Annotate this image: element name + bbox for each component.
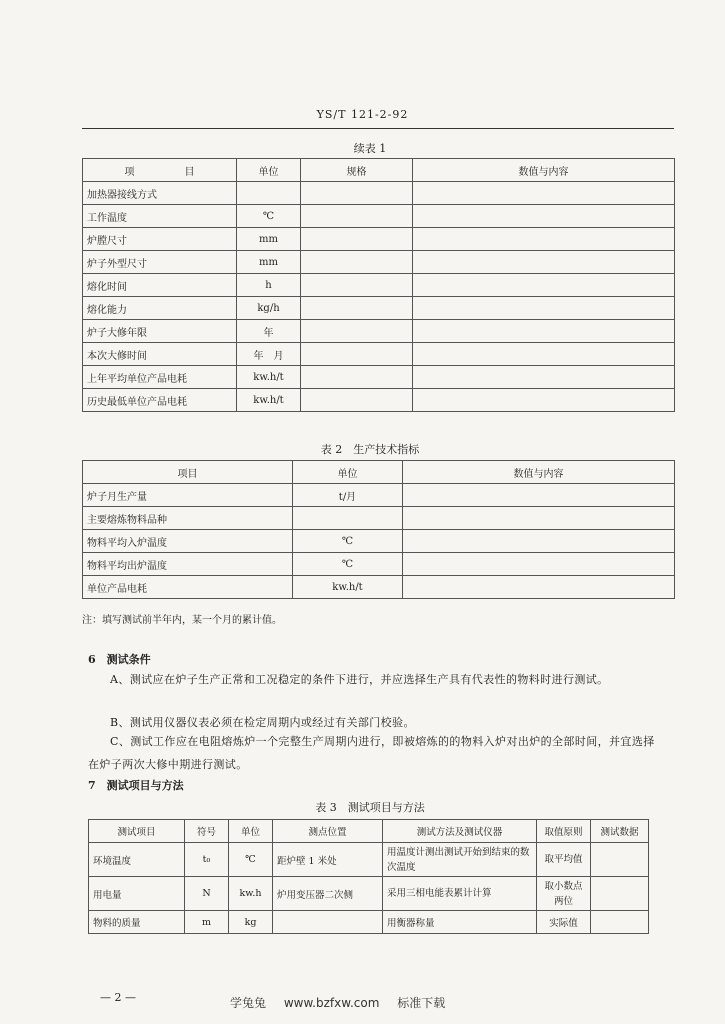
table1-item: 历史最低单位产品电耗	[83, 389, 237, 412]
watermark-site-slogan: 标准下载	[397, 996, 446, 1010]
table1	[82, 158, 675, 412]
section6-paragraph-c: C、测试工作应在电阻熔炼炉一个完整生产周期内进行，即被熔炼的的物料入炉对出炉的全部时间，并宜选择在炉子两次大修中期进行测试。	[88, 735, 655, 771]
table1-unit: kw.h/t	[237, 366, 301, 389]
table3-header-unit: 单位	[229, 820, 273, 843]
table-row	[83, 576, 675, 599]
table-row	[89, 843, 649, 877]
table2-header-unit: 单位	[293, 461, 403, 484]
table1-spec	[301, 389, 413, 412]
table1-unit: kg/h	[237, 297, 301, 320]
table2-unit: t/月	[293, 484, 403, 507]
table-row	[83, 320, 675, 343]
table1-value	[413, 366, 675, 389]
table-row	[83, 182, 675, 205]
table1-item: 熔化能力	[83, 297, 237, 320]
table3-header-item: 测试项目	[89, 820, 185, 843]
table3-header-row	[89, 820, 649, 843]
table1-value	[413, 182, 675, 205]
table3-principle: 取小数点两位	[537, 877, 591, 911]
table2-unit: ℃	[293, 530, 403, 553]
page-number: — 2 —	[100, 991, 136, 1004]
table1-value	[413, 205, 675, 228]
table-row	[83, 507, 675, 530]
table1-value	[413, 320, 675, 343]
table-row	[89, 911, 649, 934]
table3-item: 环境温度	[89, 843, 185, 877]
table1-spec	[301, 274, 413, 297]
table1-spec	[301, 251, 413, 274]
table-row	[83, 553, 675, 576]
table1-value	[413, 297, 675, 320]
table1-header-row	[83, 159, 675, 182]
table2-value	[403, 576, 675, 599]
table-row	[83, 530, 675, 553]
table3-location	[273, 911, 383, 934]
table3-caption: 表 3 测试项目与方法	[315, 801, 425, 814]
table2-header-row	[83, 461, 675, 484]
table3-unit: ℃	[229, 843, 273, 877]
table3-location: 炉用变压器二次侧	[273, 877, 383, 911]
table1-unit: kw.h/t	[237, 389, 301, 412]
table1-unit: ℃	[237, 205, 301, 228]
table1-unit: h	[237, 274, 301, 297]
table3-method: 采用三相电能表累计计算	[383, 877, 537, 911]
table1-spec	[301, 320, 413, 343]
table2-value	[403, 484, 675, 507]
table2	[82, 460, 675, 599]
table1-item: 加热器接线方式	[83, 182, 237, 205]
table3-header-location: 测点位置	[273, 820, 383, 843]
table2-header-value: 数值与内容	[403, 461, 675, 484]
table3-principle: 实际值	[537, 911, 591, 934]
table1-unit: 年	[237, 320, 301, 343]
table-row	[83, 389, 675, 412]
table3-location: 距炉壁 1 米处	[273, 843, 383, 877]
table2-item: 单位产品电耗	[83, 576, 293, 599]
table1-header-spec: 规格	[301, 159, 413, 182]
table1-item: 本次大修时间	[83, 343, 237, 366]
table3-unit: kw.h	[229, 877, 273, 911]
table-row	[83, 228, 675, 251]
table3-data	[591, 877, 649, 911]
table1-item: 炉子大修年限	[83, 320, 237, 343]
table1-value	[413, 228, 675, 251]
table1-header-item: 项 目	[83, 159, 237, 182]
table-row	[83, 297, 675, 320]
footer-watermark	[230, 994, 445, 1011]
watermark-site-name: 学兔兔	[230, 996, 267, 1010]
table3-unit: kg	[229, 911, 273, 934]
table1-item: 炉子外型尺寸	[83, 251, 237, 274]
table1-spec	[301, 205, 413, 228]
table3-header-data: 测试数据	[591, 820, 649, 843]
table2-note: 注：填写测试前半年内，某一个月的累计值。	[82, 615, 282, 626]
table3-header-principle: 取值原则	[537, 820, 591, 843]
table3-method: 用温度计测出测试开始到结束的数次温度	[383, 843, 537, 877]
table1-unit: 年 月	[237, 343, 301, 366]
section7-heading: 7 测试项目与方法	[88, 779, 184, 792]
table1-value	[413, 389, 675, 412]
table1-caption: 续表 1	[353, 142, 387, 155]
table2-value	[403, 530, 675, 553]
table2-item: 物料平均入炉温度	[83, 530, 293, 553]
table3	[88, 819, 649, 934]
document-header: YS/T 121-2-92	[316, 108, 409, 121]
section6-paragraph-a: A、测试应在炉子生产正常和工况稳定的条件下进行，并应选择生产具有代表性的物料时进行测试。	[110, 673, 609, 686]
table3-header-method: 测试方法及测试仪器	[383, 820, 537, 843]
table2-value	[403, 553, 675, 576]
section6-paragraph-b: B、测试用仪器仪表必须在检定周期内或经过有关部门校验。	[110, 716, 415, 729]
table2-unit	[293, 507, 403, 530]
table2-item: 主要熔炼物料品种	[83, 507, 293, 530]
table1-unit: mm	[237, 251, 301, 274]
table1-unit: mm	[237, 228, 301, 251]
table2-header-item: 项目	[83, 461, 293, 484]
table-row	[83, 205, 675, 228]
table1-spec	[301, 343, 413, 366]
header-rule	[82, 128, 674, 129]
table3-data	[591, 911, 649, 934]
table2-unit: ℃	[293, 553, 403, 576]
table-row	[83, 251, 675, 274]
table3-method: 用衡器称量	[383, 911, 537, 934]
table1-spec	[301, 366, 413, 389]
section6-heading: 6 测试条件	[88, 653, 151, 666]
table-row	[83, 366, 675, 389]
table3-item: 物料的质量	[89, 911, 185, 934]
table1-item: 上年平均单位产品电耗	[83, 366, 237, 389]
table3-principle: 取平均值	[537, 843, 591, 877]
table1-item: 熔化时间	[83, 274, 237, 297]
table3-item: 用电量	[89, 877, 185, 911]
table1-item: 炉膛尺寸	[83, 228, 237, 251]
table-row	[89, 877, 649, 911]
table2-unit: kw.h/t	[293, 576, 403, 599]
table3-data	[591, 843, 649, 877]
table1-item: 工作温度	[83, 205, 237, 228]
table1-spec	[301, 182, 413, 205]
table2-item: 炉子月生产量	[83, 484, 293, 507]
table3-symbol: m	[185, 911, 229, 934]
table1-value	[413, 251, 675, 274]
table1-spec	[301, 297, 413, 320]
table1-value	[413, 274, 675, 297]
table-row	[83, 484, 675, 507]
table2-caption: 表 2 生产技术指标	[320, 443, 420, 456]
table3-header-symbol: 符号	[185, 820, 229, 843]
watermark-site-url[interactable]: www.bzfxw.com	[283, 996, 380, 1010]
table1-value	[413, 343, 675, 366]
table1-header-value: 数值与内容	[413, 159, 675, 182]
table2-value	[403, 507, 675, 530]
table3-symbol: t₀	[185, 843, 229, 877]
table1-unit	[237, 182, 301, 205]
table2-item: 物料平均出炉温度	[83, 553, 293, 576]
table1-spec	[301, 228, 413, 251]
table-row	[83, 274, 675, 297]
table3-symbol: N	[185, 877, 229, 911]
table1-header-unit: 单位	[237, 159, 301, 182]
table-row	[83, 343, 675, 366]
